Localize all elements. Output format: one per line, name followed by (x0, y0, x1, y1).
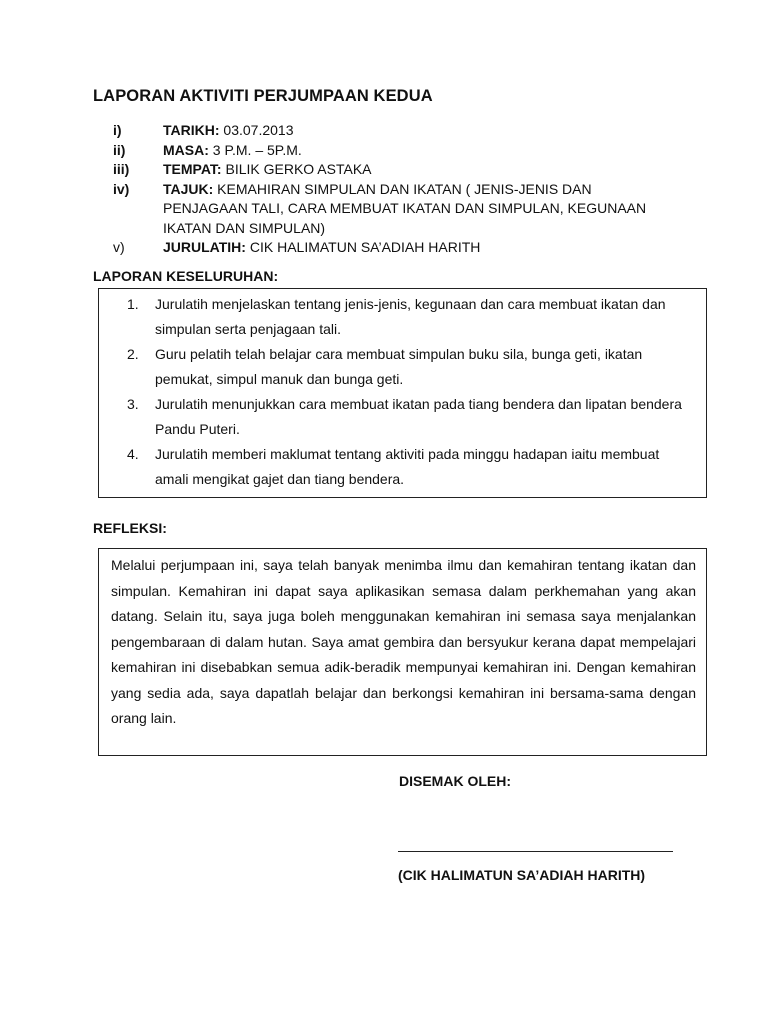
info-row-date (113, 121, 673, 141)
reflection-heading: REFLEKSI: (93, 520, 167, 536)
reflection-text: Melalui perjumpaan ini, saya telah banyak menimba ilmu dan kemahiran tentang ikatan dan simpulan. Kemahiran ini dapat saya aplikasikan semasa dalam perkhemahan yang akan datang. Selain itu, saya juga boleh menggunakan kemahiran ini semasa saya menjalankan pengembaraan di dalam hutan. Saya amat gembira dan bersyukur kerana dapat mempelajari kemahiran ini disebabkan semua adik-beradik mempunyai kemahiran ini. Dengan kemahiran yang sedia ada, saya dapatlah belajar dan berkongsi kemahiran ini bersama-sama dengan orang lain. (111, 557, 696, 726)
list-number: 1. (127, 296, 139, 312)
list-item (127, 442, 692, 492)
info-label: MASA: (163, 141, 209, 158)
overall-report-box (98, 288, 707, 498)
info-label: TARIKH: (163, 122, 220, 138)
overall-report-list (127, 292, 692, 492)
list-text: Jurulatih menunjukkan cara membuat ikatan pada tiang bendera dan lipatan bendera Pandu Puteri. (155, 396, 682, 437)
info-row-place (113, 160, 673, 180)
info-value: 03.07.2013 (219, 122, 294, 138)
list-text: Jurulatih memberi maklumat tentang aktiviti pada minggu hadapan iaitu membuat amali mengikat gajet dan tiang bendera. (155, 446, 660, 487)
signer-name: (CIK HALIMATUN SA’ADIAH HARITH) (398, 867, 646, 883)
checked-by-label: DISEMAK OLEH: (399, 773, 511, 789)
info-value: 3 P.M. – 5P.M. (208, 141, 302, 158)
list-text: Guru pelatih telah belajar cara membuat simpulan buku sila, bunga geti, ikatan pemukat, simpul manuk dan bunga geti. (155, 346, 643, 387)
info-row-trainer (113, 238, 673, 258)
info-list (113, 121, 673, 258)
info-value: BILIK GERKO ASTAKA (221, 161, 372, 177)
document-title: LAPORAN AKTIVITI PERJUMPAAN KEDUA (93, 87, 433, 105)
info-number: v) (113, 239, 125, 255)
info-number: ii) (113, 141, 126, 158)
list-number: 4. (127, 446, 139, 462)
list-text: Jurulatih menjelaskan tentang jenis-jenis, kegunaan dan cara membuat ikatan dan simpulan serta penjagaan tali. (155, 296, 666, 337)
reflection-box (98, 548, 707, 756)
info-label: JURULATIH: (163, 239, 246, 255)
list-number: 2. (127, 346, 139, 362)
info-number: iv) (113, 180, 130, 197)
signature-line (398, 851, 673, 852)
list-item (127, 342, 692, 392)
overall-report-heading: LAPORAN KESELURUHAN: (93, 268, 279, 284)
info-number: iii) (113, 161, 130, 177)
list-item (127, 392, 692, 442)
list-item (127, 292, 692, 342)
list-number: 3. (127, 396, 139, 412)
info-number: i) (113, 122, 122, 138)
info-value: CIK HALIMATUN SA’ADIAH HARITH (245, 239, 481, 255)
info-row-topic (113, 180, 673, 239)
info-row-time (113, 141, 673, 161)
info-label: TAJUK: (163, 180, 214, 197)
info-value: KEMAHIRAN SIMPULAN DAN IKATAN ( JENIS-JENIS DAN PENJAGAAN TALI, CARA MEMBUAT IKATAN DAN SIMPULAN, KEGUNAAN IKATAN DAN SIMPULAN) (163, 180, 647, 236)
info-label: TEMPAT: (163, 161, 222, 177)
